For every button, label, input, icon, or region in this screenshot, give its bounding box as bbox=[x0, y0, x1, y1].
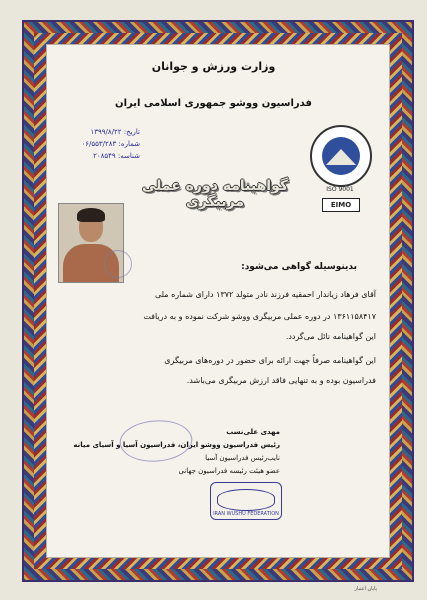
ministry-title: وزارت ورزش و جوانان bbox=[151, 60, 276, 73]
certificate-paper bbox=[46, 44, 390, 558]
signature-block bbox=[70, 426, 280, 478]
declaration-heading: بدینوسیله گواهی می‌شود: bbox=[241, 262, 357, 272]
certificate-title: گواهینامه دوره عملی مربیگری bbox=[141, 178, 289, 210]
photo-stamp-icon bbox=[104, 250, 132, 278]
body-line-4: این گواهینامه صرفاً جهت ارائه برای حضور در دوره‌های مربیگری bbox=[164, 356, 376, 365]
document-meta bbox=[60, 126, 140, 162]
signer-title-1: رئیس فدراسیون ووشو ایران، فدراسیون آسیا و آسیای میانه bbox=[73, 441, 280, 449]
federation-stamp bbox=[210, 482, 282, 520]
signer-title-3: عضو هیئت رئیسه فدراسیون جهانی bbox=[178, 467, 280, 475]
meta-date: تاریخ: ۱۳۹۹/۸/۲۲ bbox=[90, 128, 140, 136]
body-line-3: این گواهینامه نائل می‌گردد. bbox=[285, 332, 376, 341]
federation-title: فدراسیون ووشو جمهوری اسلامی ایران bbox=[115, 98, 312, 109]
meta-id: شناسه: ۲۰۸۵۴۹ bbox=[93, 152, 140, 160]
photo-hair bbox=[77, 208, 105, 222]
mountain-icon bbox=[326, 149, 356, 165]
signer-name: مهدی علی‌نسب bbox=[226, 428, 280, 436]
body-line-2: ۱۳۶۱۱۵۸۴۱۷ در دوره عملی مربیگری ووشو شرکت نموده و به دریافت bbox=[143, 312, 376, 321]
stamp-emblem-icon bbox=[217, 489, 275, 511]
stamp-text: IRAN WUSHU FEDERATION bbox=[213, 511, 279, 517]
iso-label: ISO 9001 bbox=[326, 186, 354, 193]
federation-logo-icon bbox=[310, 125, 372, 187]
signer-title-2: نایب‌رئیس فدراسیون آسیا bbox=[205, 454, 280, 462]
meta-number: شماره: ۰۶/۵۵۳/۲۸۳ bbox=[81, 140, 140, 148]
body-line-5: فدراسیون بوده و به تنهایی فاقد ارزش مربیگری می‌باشد. bbox=[186, 376, 376, 385]
body-line-1: آقای فرهاد زیاندار احمقیه فرزند نادر متولد ۱۳۷۲ دارای شماره ملی bbox=[154, 290, 376, 299]
footer-note: پایان اعتبار bbox=[354, 586, 377, 592]
eimo-badge: EIMO bbox=[322, 198, 360, 212]
